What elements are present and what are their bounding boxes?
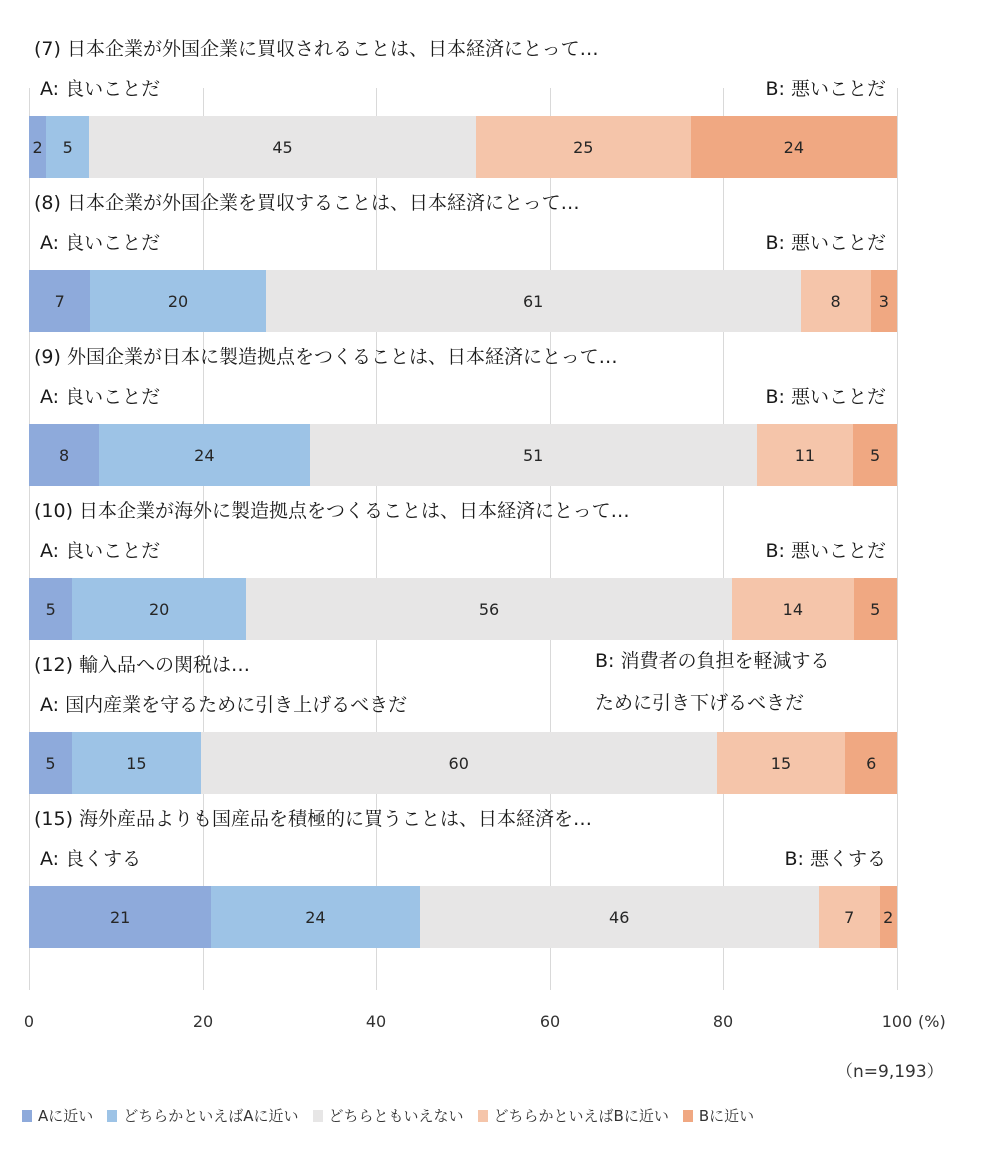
option-b-label: B: 悪いことだ	[765, 78, 886, 100]
stacked-bar	[29, 270, 897, 332]
gridline-100	[897, 88, 898, 990]
bar-segment-1: 8	[29, 424, 99, 486]
option-a-label: A: 良いことだ	[40, 540, 161, 562]
bar-segment-4: 7	[819, 886, 880, 948]
question-title: (9) 外国企業が日本に製造拠点をつくることは、日本経済にとって…	[34, 346, 618, 368]
option-b-label: B: 悪いことだ	[765, 232, 886, 254]
legend-label: Bに近い	[698, 1107, 755, 1125]
legend-swatch-icon	[22, 1110, 32, 1122]
option-a-label: A: 良いことだ	[40, 386, 161, 408]
bar-segment-1: 5	[29, 732, 72, 794]
bar-segment-3: 45	[89, 116, 476, 178]
bar-segment-1: 7	[29, 270, 90, 332]
bar-segment-1: 2	[29, 116, 46, 178]
x-tick-20: 20	[192, 1012, 214, 1031]
option-b-label-line2: ために引き下げるべきだ	[595, 692, 805, 714]
legend-item	[683, 1105, 754, 1126]
bar-segment-1: 5	[29, 578, 72, 640]
legend-label: Aに近い	[38, 1107, 94, 1125]
legend-swatch-icon	[478, 1110, 488, 1122]
x-tick-0: 0	[23, 1012, 35, 1031]
bar-segment-3: 56	[246, 578, 732, 640]
stacked-bar	[29, 886, 897, 948]
bar-segment-2: 20	[72, 578, 246, 640]
legend-swatch-icon	[313, 1110, 323, 1122]
option-a-label: A: 良いことだ	[40, 78, 161, 100]
legend-swatch-icon	[683, 1110, 693, 1122]
gridline-0	[29, 88, 30, 990]
legend-swatch-icon	[107, 1110, 117, 1122]
option-a-label: A: 良くする	[40, 848, 142, 870]
x-tick-100: 100	[881, 1012, 913, 1031]
bar-segment-3: 51	[310, 424, 757, 486]
x-tick-80: 80	[712, 1012, 734, 1031]
bar-segment-3: 46	[420, 886, 819, 948]
stacked-bar	[29, 578, 897, 640]
x-axis-unit: (%)	[918, 1012, 946, 1031]
bar-segment-4: 14	[732, 578, 854, 640]
legend-label: どちらかといえばBに近い	[493, 1107, 669, 1125]
bar-segment-2: 20	[90, 270, 265, 332]
bar-segment-5: 5	[854, 578, 897, 640]
bar-segment-2: 5	[46, 116, 89, 178]
bar-segment-2: 15	[72, 732, 201, 794]
legend-item	[313, 1105, 464, 1126]
bar-segment-1: 21	[29, 886, 211, 948]
legend	[22, 1105, 768, 1126]
question-title: (8) 日本企業が外国企業を買収することは、日本経済にとって…	[34, 192, 580, 214]
legend-label: どちらともいえない	[328, 1107, 464, 1125]
stacked-bar	[29, 732, 897, 794]
x-tick-40: 40	[365, 1012, 387, 1031]
gridline-40	[376, 88, 377, 990]
stacked-bar	[29, 116, 897, 178]
option-a-label: A: 良いことだ	[40, 232, 161, 254]
question-title: (15) 海外産品よりも国産品を積極的に買うことは、日本経済を…	[34, 808, 593, 830]
bar-segment-4: 15	[717, 732, 846, 794]
bar-segment-4: 8	[801, 270, 871, 332]
option-b-label: B: 消費者の負担を軽減する	[595, 650, 830, 672]
gridline-80	[723, 88, 724, 990]
gridline-20	[203, 88, 204, 990]
legend-item	[478, 1105, 669, 1126]
x-tick-60: 60	[539, 1012, 561, 1031]
stacked-bar	[29, 424, 897, 486]
bar-segment-3: 60	[201, 732, 717, 794]
bar-segment-5: 3	[871, 270, 897, 332]
bar-segment-3: 61	[266, 270, 801, 332]
question-title: (10) 日本企業が海外に製造拠点をつくることは、日本経済にとって…	[34, 500, 630, 522]
bar-segment-4: 25	[476, 116, 691, 178]
legend-item	[107, 1105, 298, 1126]
gridline-60	[550, 88, 551, 990]
bar-segment-5: 6	[845, 732, 897, 794]
bar-segment-2: 24	[99, 424, 309, 486]
bar-segment-2: 24	[211, 886, 419, 948]
bar-segment-5: 5	[853, 424, 897, 486]
option-b-label: B: 悪いことだ	[765, 540, 886, 562]
bar-segment-5: 2	[880, 886, 897, 948]
legend-item	[22, 1105, 93, 1126]
option-a-label: A: 国内産業を守るために引き上げるべきだ	[40, 694, 408, 716]
bar-segment-4: 11	[757, 424, 853, 486]
legend-label: どちらかといえばAに近い	[123, 1107, 299, 1125]
bar-segment-5: 24	[691, 116, 897, 178]
question-title: (12) 輸入品への関税は…	[34, 654, 251, 676]
option-b-label: B: 悪くする	[784, 848, 886, 870]
sample-size-label: （n=9,193）	[836, 1062, 944, 1082]
option-b-label: B: 悪いことだ	[765, 386, 886, 408]
question-title: (7) 日本企業が外国企業に買収されることは、日本経済にとって…	[34, 38, 599, 60]
